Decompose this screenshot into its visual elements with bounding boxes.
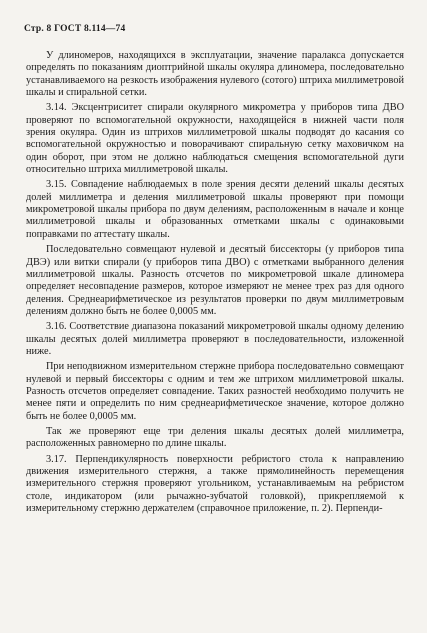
paragraph-3-14: 3.14. Эксцентриситет спирали окулярного микрометра у приборов типа ДВО проверяют по вспомогательной окружности, находящейся в нижней части поля зрения окуляра. Один из штрихов миллиметровой шкалы подводят до касания со вспомогательной окружностью и поворачивают спиральную сетку маховичком на один оборот, при этом не должно наблюдаться смещения вспомогательной дуги относительно штриха миллиметровой шкалы. [26, 102, 404, 176]
paragraph-three-divisions: Так же проверяют еще три деления шкалы десятых долей миллиметра, расположенных равномерно по длине шкалы. [26, 425, 404, 450]
paragraph-3-16: 3.16. Соответствие диапазона показаний микрометровой шкалы одному делению шкалы десятых долей миллиметра проверяют в последовательности, изложенной ниже. [26, 321, 404, 357]
paragraph-3-17: 3.17. Перпендикулярность поверхности ребристого стола к направлению движения измерительного стержня, а также прямолинейность перемещения измерительного стержня проверяют угольником, устанавливаемым на ребристом столе, индикатором (или рычажно-зубчатой головкой), прикрепляемой к измерительному стержню держателем (справочное приложение, п. 2). Перпенди- [26, 453, 404, 515]
paragraph-fixed-rod: При неподвижном измерительном стержне прибора последовательно совмещают нулевой и первый биссекторы с одним и тем же штрихом миллиметровой шкалы. Разность отсчетов определяет совпадение. Таких разностей необходимо получить не менее пяти и определить по ним среднеарифметическое значение, которое должно быть не более 0,0005 мм. [26, 361, 404, 422]
document-body [26, 50, 404, 518]
paragraph-parallax: У длиномеров, находящихся в эксплуатации, значение паралакса допускается определять по показаниям диоптрийной шкалы окуляра длиномера, последовательно устанавливаемого на резкость изображения нулевого (сотого) штриха миллиметровой шкалы и спиральной сетки. [26, 50, 404, 99]
paragraph-3-15: 3.15. Совпадение наблюдаемых в поле зрения десяти делений шкалы десятых долей миллиметра и деления миллиметровой шкалы проверяют при помощи микрометровой шкалы прибора по двум делениям, расположенным в начале и конце миллиметровой шкалы и образованных отметками шкалы с одинаковыми поправками по аттестату шкалы. [26, 179, 404, 240]
paragraph-bisectors: Последовательно совмещают нулевой и десятый биссекторы (у приборов типа ДВЭ) или витки спирали (у приборов типа ДВО) с отметками выбранного деления миллиметровой шкалы. Разность отсчетов по микрометровой шкале длиномера определяет несовпадение размеров, которое измеряют не менее трех раз для одного деления. Среднеарифметическое из результатов проверки по двум миллиметровым делениям должно быть не более 0,0005 мм. [26, 244, 404, 317]
page-header: Стр. 8 ГОСТ 8.114—74 [24, 24, 126, 34]
